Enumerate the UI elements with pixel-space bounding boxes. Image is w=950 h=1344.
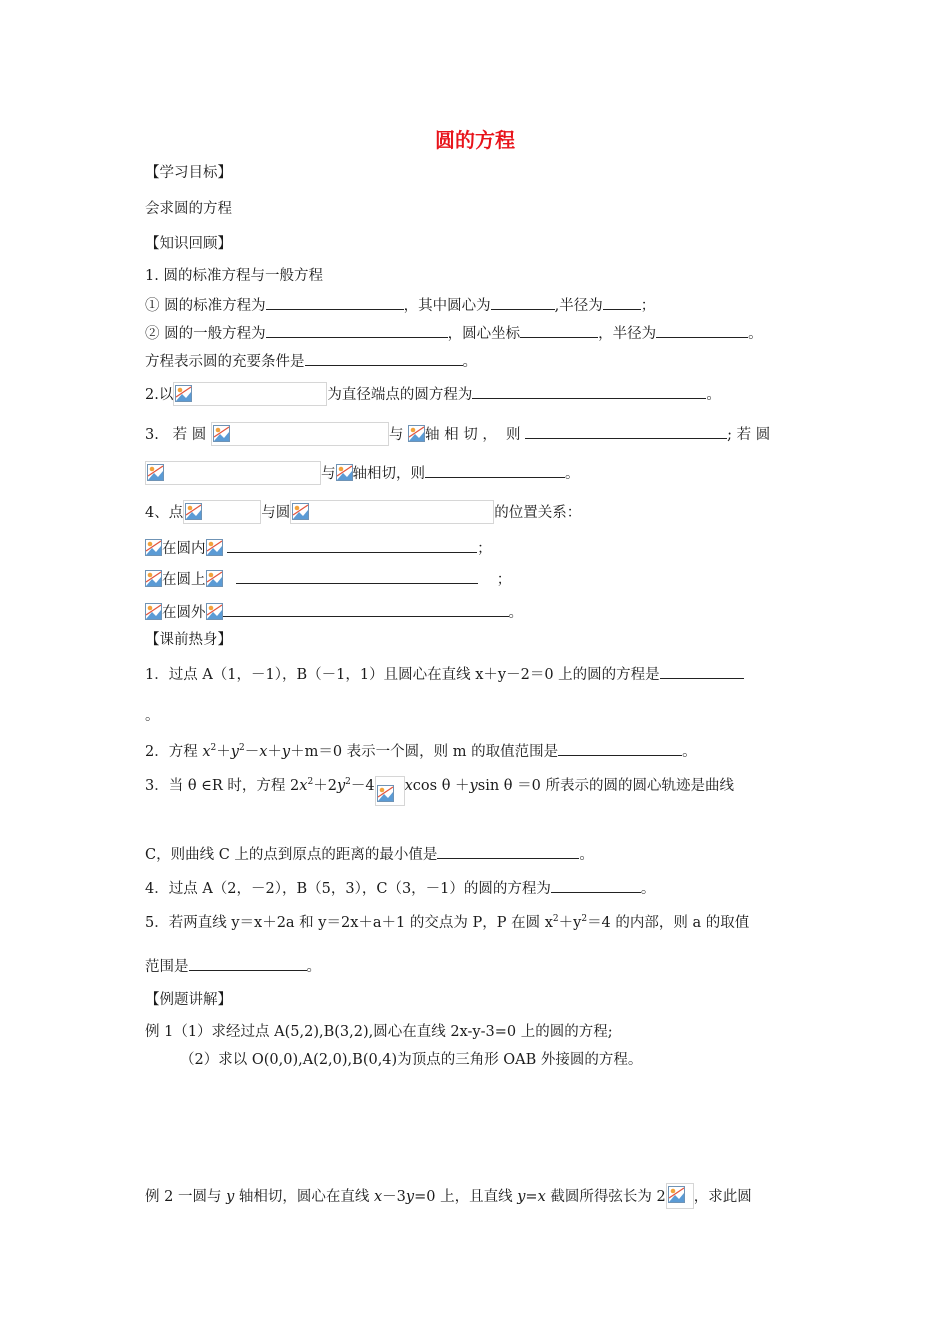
broken-image-icon <box>336 464 353 481</box>
section-goal-header: 【学习目标】 <box>145 165 232 181</box>
goal-text: 会求圆的方程 <box>145 201 232 217</box>
warmup-q3: 3．当 θ ∈R 时，方程 $2x^2+2y^2-4$ xcos θ ＋ysin θ ＝0 所表示的圆的圆心轨迹是曲线 <box>145 776 734 798</box>
review-q3-line2: 与 轴相切，则 。 <box>145 461 580 483</box>
answer-blank[interactable] <box>236 568 478 584</box>
broken-image-icon <box>408 425 425 442</box>
broken-image-icon <box>206 539 223 556</box>
answer-blank[interactable] <box>227 537 477 553</box>
warmup-q1: 1．过点 A（1，－1），B（－1，1）且圆心在直线 x＋y－2＝0 上的圆的方程是 <box>145 663 744 685</box>
section-example-header: 【例题讲解】 <box>145 992 232 1008</box>
broken-image-icon <box>147 464 164 481</box>
example-1-part2: （2）求以 O(0,0),A(2,0),B(0,4)为顶点的三角形 OAB 外接圆的方程。 <box>180 1052 643 1068</box>
answer-blank[interactable] <box>656 322 748 338</box>
review-q4: 4、点 与圆 的位置关系： <box>145 500 581 522</box>
broken-image-icon <box>185 503 202 520</box>
broken-image-icon <box>175 385 192 402</box>
formula-image-box <box>183 500 261 524</box>
warmup-q3-cont: C，则曲线 C 上的点到原点的距离的最小值是 。 <box>145 843 594 865</box>
warmup-q5-cont: 范围是 。 <box>145 955 321 977</box>
answer-blank[interactable] <box>558 740 682 756</box>
answer-blank[interactable] <box>603 294 641 310</box>
formula-image-box <box>666 1183 694 1209</box>
broken-image-icon <box>206 603 223 620</box>
warmup-q2: 2．方程 $x^2+y^2-x+y+m=0$ 表示一个圆，则 m 的取值范围是 。 <box>145 740 697 762</box>
answer-blank[interactable] <box>472 383 706 399</box>
example-2: 例 2 一圆与 y 轴相切，圆心在直线 x－3y=0 上，且直线 y=x 截圆所得弦长为 2 ，求此圆 <box>145 1183 752 1205</box>
warmup-q4: 4．过点 A（2，－2），B（5，3），C（3，－1）的圆的方程为 。 <box>145 877 655 899</box>
answer-blank[interactable] <box>551 877 641 893</box>
broken-image-icon <box>145 603 162 620</box>
review-q4-outside: 在圆外 。 <box>145 601 523 623</box>
warmup-q5: 5．若两直线 y＝x＋2a 和 y＝2x＋a＋1 的交点为 P，P 在圆 $x^2+y^2=4$ 的内部，则 a 的取值 <box>145 914 750 931</box>
answer-blank[interactable] <box>266 294 404 310</box>
answer-blank[interactable] <box>266 322 448 338</box>
answer-blank[interactable] <box>425 462 565 478</box>
formula-image-box <box>290 500 494 524</box>
example-1-part1: 例 1（1）求经过点 A(5,2),B(3,2),圆心在直线 2x-y-3=0 上的圆的方程; <box>145 1024 613 1040</box>
page-title: 圆的方程 <box>435 128 515 152</box>
answer-blank[interactable] <box>305 350 463 366</box>
answer-blank[interactable] <box>491 294 555 310</box>
formula-image-box <box>145 461 321 485</box>
review-q1-c: 方程表示圆的充要条件是 。 <box>145 350 477 372</box>
broken-image-icon <box>145 570 162 587</box>
section-review-header: 【知识回顾】 <box>145 236 232 252</box>
review-q1-title: 1. 圆的标准方程与一般方程 <box>145 268 323 284</box>
review-q1-a: ① 圆的标准方程为 ，其中圆心为 ,半径为 ； <box>145 294 655 316</box>
answer-blank[interactable] <box>437 843 579 859</box>
review-q1-b: ② 圆的一般方程为 ，圆心坐标 ，半径为 。 <box>145 322 763 344</box>
answer-blank[interactable] <box>189 955 307 971</box>
formula-image-box <box>173 382 327 406</box>
broken-image-icon <box>206 570 223 587</box>
review-q2: 2.以 为直径端点的圆方程为 。 <box>145 382 721 404</box>
answer-blank[interactable] <box>660 663 744 679</box>
broken-image-icon <box>292 503 309 520</box>
broken-image-icon <box>145 539 162 556</box>
review-q3-line1: 3. 若 圆 与 轴 相 切 ， 则 ; 若 圆 <box>145 422 770 444</box>
section-warmup-header: 【课前热身】 <box>145 632 232 648</box>
answer-blank[interactable] <box>520 322 598 338</box>
review-q4-on: 在圆上 ； <box>145 568 511 590</box>
answer-blank[interactable] <box>525 423 727 439</box>
warmup-q1-end: 。 <box>145 708 160 724</box>
review-q4-inside: 在圆内 ； <box>145 537 492 559</box>
answer-blank[interactable] <box>223 601 509 617</box>
formula-image-box <box>375 776 405 806</box>
broken-image-icon <box>668 1186 685 1203</box>
formula-image-box <box>211 422 389 446</box>
broken-image-icon <box>377 785 394 802</box>
broken-image-icon <box>213 425 230 442</box>
